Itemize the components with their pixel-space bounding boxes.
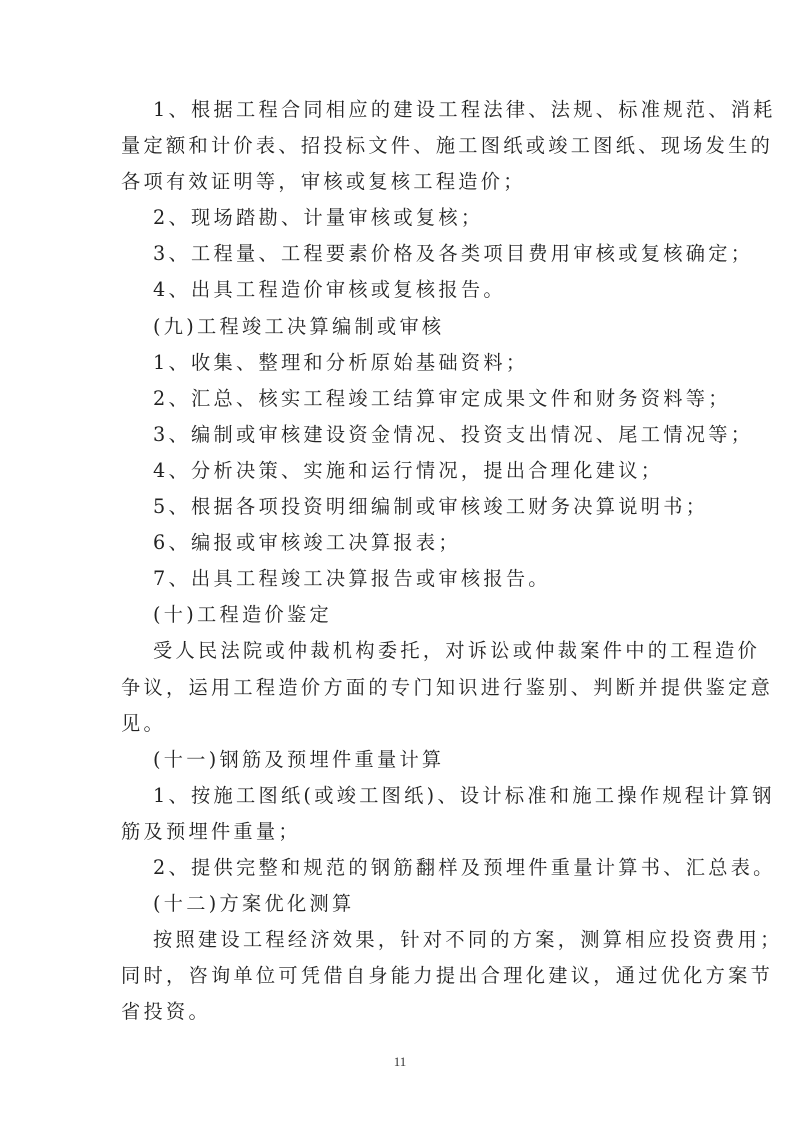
page-number: 11 — [393, 1054, 407, 1069]
paragraph-line: 受人民法院或仲裁机构委托，对诉讼或仲裁案件中的工程造价 — [153, 639, 761, 663]
section-heading: (九)工程竣工决算编制或审核 — [153, 314, 445, 338]
paragraph-line: 各项有效证明等，审核或复核工程造价； — [121, 170, 526, 194]
list-item: 3、编制或审核建设资金情况、投资支出情况、尾工情况等； — [153, 422, 754, 446]
list-item: 7、出具工程竣工决算报告或审核报告。 — [153, 567, 551, 591]
list-item: 4、出具工程造价审核或复核报告。 — [153, 278, 506, 302]
paragraph-line: 同时，咨询单位可凭借自身能力提出合理化建议，通过优化方案节 — [121, 964, 774, 988]
list-item: 5、根据各项投资明细编制或审核竣工财务决算说明书； — [153, 495, 709, 519]
paragraph-line: 量定额和计价表、招投标文件、施工图纸或竣工图纸、现场发生的 — [121, 134, 774, 158]
list-item: 1、收集、整理和分析原始基础资料； — [153, 350, 529, 374]
paragraph-line: 筋及预埋件重量； — [121, 819, 301, 843]
section-heading: (十二)方案优化测算 — [153, 892, 355, 916]
document-page — [121, 92, 783, 1030]
list-item: 6、编报或审核竣工决算报表； — [153, 531, 461, 555]
section-heading: (十)工程造价鉴定 — [153, 603, 332, 627]
list-item: 4、分析决策、实施和运行情况，提出合理化建议； — [153, 458, 664, 482]
paragraph-line: 按照建设工程经济效果，针对不同的方案，测算相应投资费用； — [153, 928, 783, 952]
section-heading: (十一)钢筋及预埋件重量计算 — [153, 747, 445, 771]
list-item: 2、提供完整和规范的钢筋翻样及预埋件重量计算书、汇总表。 — [153, 855, 776, 879]
list-item: 2、汇总、核实工程竣工结算审定成果文件和财务资料等； — [153, 386, 731, 410]
paragraph-line: 省投资。 — [121, 1000, 211, 1024]
list-item: 3、工程量、工程要素价格及各类项目费用审核或复核确定； — [153, 242, 754, 266]
paragraph-line: 见。 — [121, 711, 166, 735]
list-item: 2、现场踏勘、计量审核或复核； — [153, 206, 484, 230]
paragraph-line: 1、按施工图纸(或竣工图纸)、设计标准和施工操作规程计算钢 — [153, 783, 775, 807]
paragraph-line: 争议，运用工程造价方面的专门知识进行鉴别、判断并提供鉴定意 — [121, 675, 774, 699]
paragraph-line: 1、根据工程合同相应的建设工程法律、法规、标准规范、消耗 — [153, 98, 776, 121]
